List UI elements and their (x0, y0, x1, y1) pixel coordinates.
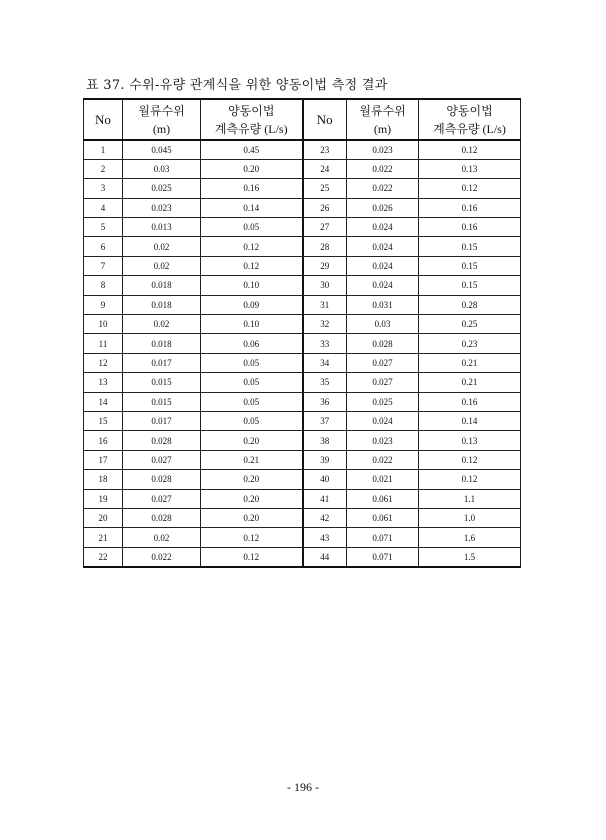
table-row (84, 373, 521, 392)
cell-no: 1 (84, 140, 123, 159)
cell-measured-flow: 0.10 (201, 315, 303, 334)
cell-measured-flow: 0.12 (201, 547, 303, 566)
cell-no: 10 (84, 315, 123, 334)
cell-no: 7 (84, 256, 123, 275)
cell-measured-flow: 0.12 (419, 140, 521, 159)
cell-measured-flow: 0.21 (201, 450, 303, 469)
cell-overflow-depth: 0.017 (123, 411, 201, 430)
header-measured-flow-method-2: 양동이법 (446, 103, 493, 118)
cell-measured-flow: 0.16 (419, 218, 521, 237)
cell-overflow-depth: 0.024 (347, 218, 419, 237)
header-measured-flow (201, 99, 303, 140)
cell-measured-flow: 0.05 (201, 373, 303, 392)
cell-measured-flow: 0.16 (201, 179, 303, 198)
cell-overflow-depth: 0.023 (347, 431, 419, 450)
cell-measured-flow: 0.20 (201, 431, 303, 450)
table-row (84, 237, 521, 256)
header-overflow-depth (123, 99, 201, 140)
cell-no: 20 (84, 508, 123, 527)
cell-measured-flow: 0.13 (419, 431, 521, 450)
cell-no: 12 (84, 353, 123, 372)
cell-measured-flow: 0.05 (201, 392, 303, 411)
cell-no: 31 (303, 295, 347, 314)
table-row (84, 315, 521, 334)
table-row (84, 140, 521, 159)
cell-no: 40 (303, 470, 347, 489)
cell-overflow-depth: 0.061 (347, 508, 419, 527)
table-row (84, 547, 521, 566)
cell-no: 17 (84, 450, 123, 469)
table-row (84, 295, 521, 314)
cell-measured-flow: 0.15 (419, 276, 521, 295)
cell-overflow-depth: 0.013 (123, 218, 201, 237)
cell-overflow-depth: 0.025 (123, 179, 201, 198)
cell-no: 37 (303, 411, 347, 430)
table-row (84, 470, 521, 489)
cell-no: 16 (84, 431, 123, 450)
cell-measured-flow: 0.23 (419, 334, 521, 353)
table-row (84, 218, 521, 237)
cell-measured-flow: 1.5 (419, 547, 521, 566)
header-overflow-depth-unit: (m) (152, 121, 171, 136)
cell-overflow-depth: 0.022 (347, 179, 419, 198)
cell-measured-flow: 0.16 (419, 198, 521, 217)
cell-no: 32 (303, 315, 347, 334)
cell-overflow-depth: 0.023 (123, 198, 201, 217)
cell-no: 42 (303, 508, 347, 527)
cell-overflow-depth: 0.027 (347, 373, 419, 392)
cell-measured-flow: 0.16 (419, 392, 521, 411)
cell-measured-flow: 0.15 (419, 237, 521, 256)
cell-overflow-depth: 0.061 (347, 489, 419, 508)
cell-no: 36 (303, 392, 347, 411)
cell-no: 5 (84, 218, 123, 237)
cell-no: 35 (303, 373, 347, 392)
table-row (84, 411, 521, 430)
cell-overflow-depth: 0.027 (123, 489, 201, 508)
cell-no: 28 (303, 237, 347, 256)
table-row (84, 528, 521, 547)
cell-measured-flow: 0.14 (201, 198, 303, 217)
cell-no: 27 (303, 218, 347, 237)
cell-overflow-depth: 0.022 (347, 159, 419, 178)
cell-measured-flow: 0.20 (201, 159, 303, 178)
cell-measured-flow: 0.25 (419, 315, 521, 334)
cell-overflow-depth: 0.024 (347, 276, 419, 295)
table-row (84, 179, 521, 198)
cell-measured-flow: 1.6 (419, 528, 521, 547)
table-row (84, 198, 521, 217)
cell-overflow-depth: 0.027 (347, 353, 419, 372)
cell-overflow-depth: 0.021 (347, 470, 419, 489)
cell-measured-flow: 0.20 (201, 508, 303, 527)
cell-overflow-depth: 0.022 (347, 450, 419, 469)
cell-no: 22 (84, 547, 123, 566)
cell-measured-flow: 0.21 (419, 373, 521, 392)
header-measured-flow-unit-2: 계측유량 (L/s) (433, 121, 506, 136)
cell-measured-flow: 0.12 (419, 450, 521, 469)
cell-no: 3 (84, 179, 123, 198)
cell-overflow-depth: 0.071 (347, 547, 419, 566)
cell-no: 6 (84, 237, 123, 256)
cell-overflow-depth: 0.015 (123, 392, 201, 411)
cell-measured-flow: 0.12 (419, 470, 521, 489)
cell-overflow-depth: 0.018 (123, 334, 201, 353)
table-row (84, 392, 521, 411)
cell-measured-flow: 0.10 (201, 276, 303, 295)
cell-no: 14 (84, 392, 123, 411)
cell-overflow-depth: 0.024 (347, 256, 419, 275)
cell-overflow-depth: 0.017 (123, 353, 201, 372)
header-measured-flow-method: 양동이법 (228, 103, 275, 118)
cell-no: 15 (84, 411, 123, 430)
cell-overflow-depth: 0.023 (347, 140, 419, 159)
cell-no: 4 (84, 198, 123, 217)
cell-measured-flow: 0.28 (419, 295, 521, 314)
cell-no: 13 (84, 373, 123, 392)
cell-overflow-depth: 0.03 (347, 315, 419, 334)
header-measured-flow-2 (419, 99, 521, 140)
cell-no: 24 (303, 159, 347, 178)
cell-measured-flow: 0.05 (201, 218, 303, 237)
measurement-table (83, 98, 521, 568)
cell-no: 34 (303, 353, 347, 372)
cell-measured-flow: 0.06 (201, 334, 303, 353)
table-row (84, 334, 521, 353)
header-overflow-depth-label: 월류수위 (138, 103, 185, 118)
cell-no: 2 (84, 159, 123, 178)
cell-overflow-depth: 0.02 (123, 528, 201, 547)
table-row (84, 159, 521, 178)
cell-no: 21 (84, 528, 123, 547)
table-row (84, 276, 521, 295)
cell-measured-flow: 1.0 (419, 508, 521, 527)
cell-measured-flow: 1.1 (419, 489, 521, 508)
cell-overflow-depth: 0.045 (123, 140, 201, 159)
header-overflow-depth-unit-2: (m) (373, 121, 392, 136)
cell-overflow-depth: 0.025 (347, 392, 419, 411)
cell-overflow-depth: 0.022 (123, 547, 201, 566)
cell-no: 33 (303, 334, 347, 353)
table-row (84, 508, 521, 527)
cell-no: 41 (303, 489, 347, 508)
cell-overflow-depth: 0.028 (347, 334, 419, 353)
table-row (84, 256, 521, 275)
header-overflow-depth-2 (347, 99, 419, 140)
cell-overflow-depth: 0.028 (123, 508, 201, 527)
cell-no: 38 (303, 431, 347, 450)
cell-overflow-depth: 0.02 (123, 256, 201, 275)
header-no: No (84, 99, 123, 140)
header-no-2: No (303, 99, 347, 140)
cell-no: 11 (84, 334, 123, 353)
cell-overflow-depth: 0.026 (347, 198, 419, 217)
cell-overflow-depth: 0.028 (123, 470, 201, 489)
cell-no: 23 (303, 140, 347, 159)
cell-overflow-depth: 0.024 (347, 411, 419, 430)
cell-no: 18 (84, 470, 123, 489)
cell-overflow-depth: 0.02 (123, 237, 201, 256)
cell-measured-flow: 0.12 (201, 237, 303, 256)
cell-overflow-depth: 0.028 (123, 431, 201, 450)
header-measured-flow-unit: 계측유량 (L/s) (214, 121, 288, 136)
cell-measured-flow: 0.09 (201, 295, 303, 314)
cell-overflow-depth: 0.024 (347, 237, 419, 256)
cell-overflow-depth: 0.031 (347, 295, 419, 314)
cell-measured-flow: 0.12 (201, 528, 303, 547)
cell-overflow-depth: 0.02 (123, 315, 201, 334)
cell-measured-flow: 0.05 (201, 411, 303, 430)
cell-measured-flow: 0.13 (419, 159, 521, 178)
cell-no: 26 (303, 198, 347, 217)
cell-measured-flow: 0.12 (419, 179, 521, 198)
cell-no: 30 (303, 276, 347, 295)
cell-overflow-depth: 0.015 (123, 373, 201, 392)
cell-measured-flow: 0.05 (201, 353, 303, 372)
cell-measured-flow: 0.14 (419, 411, 521, 430)
cell-measured-flow: 0.12 (201, 256, 303, 275)
cell-measured-flow: 0.20 (201, 489, 303, 508)
cell-no: 39 (303, 450, 347, 469)
cell-overflow-depth: 0.03 (123, 159, 201, 178)
cell-measured-flow: 0.21 (419, 353, 521, 372)
cell-no: 44 (303, 547, 347, 566)
cell-no: 25 (303, 179, 347, 198)
cell-no: 19 (84, 489, 123, 508)
cell-measured-flow: 0.15 (419, 256, 521, 275)
table-caption: 표 37. 수위-유량 관계식을 위한 양동이법 측정 결과 (86, 78, 388, 93)
table-row (84, 489, 521, 508)
table-row (84, 450, 521, 469)
table-body (84, 140, 521, 567)
header-overflow-depth-label-2: 월류수위 (359, 103, 406, 118)
cell-overflow-depth: 0.071 (347, 528, 419, 547)
cell-no: 9 (84, 295, 123, 314)
cell-overflow-depth: 0.018 (123, 295, 201, 314)
table-row (84, 353, 521, 372)
page-number: - 196 - (287, 780, 319, 794)
cell-overflow-depth: 0.018 (123, 276, 201, 295)
table-row (84, 431, 521, 450)
cell-no: 43 (303, 528, 347, 547)
cell-measured-flow: 0.45 (201, 140, 303, 159)
table-header-row (84, 99, 521, 140)
cell-overflow-depth: 0.027 (123, 450, 201, 469)
cell-no: 8 (84, 276, 123, 295)
cell-measured-flow: 0.20 (201, 470, 303, 489)
cell-no: 29 (303, 256, 347, 275)
